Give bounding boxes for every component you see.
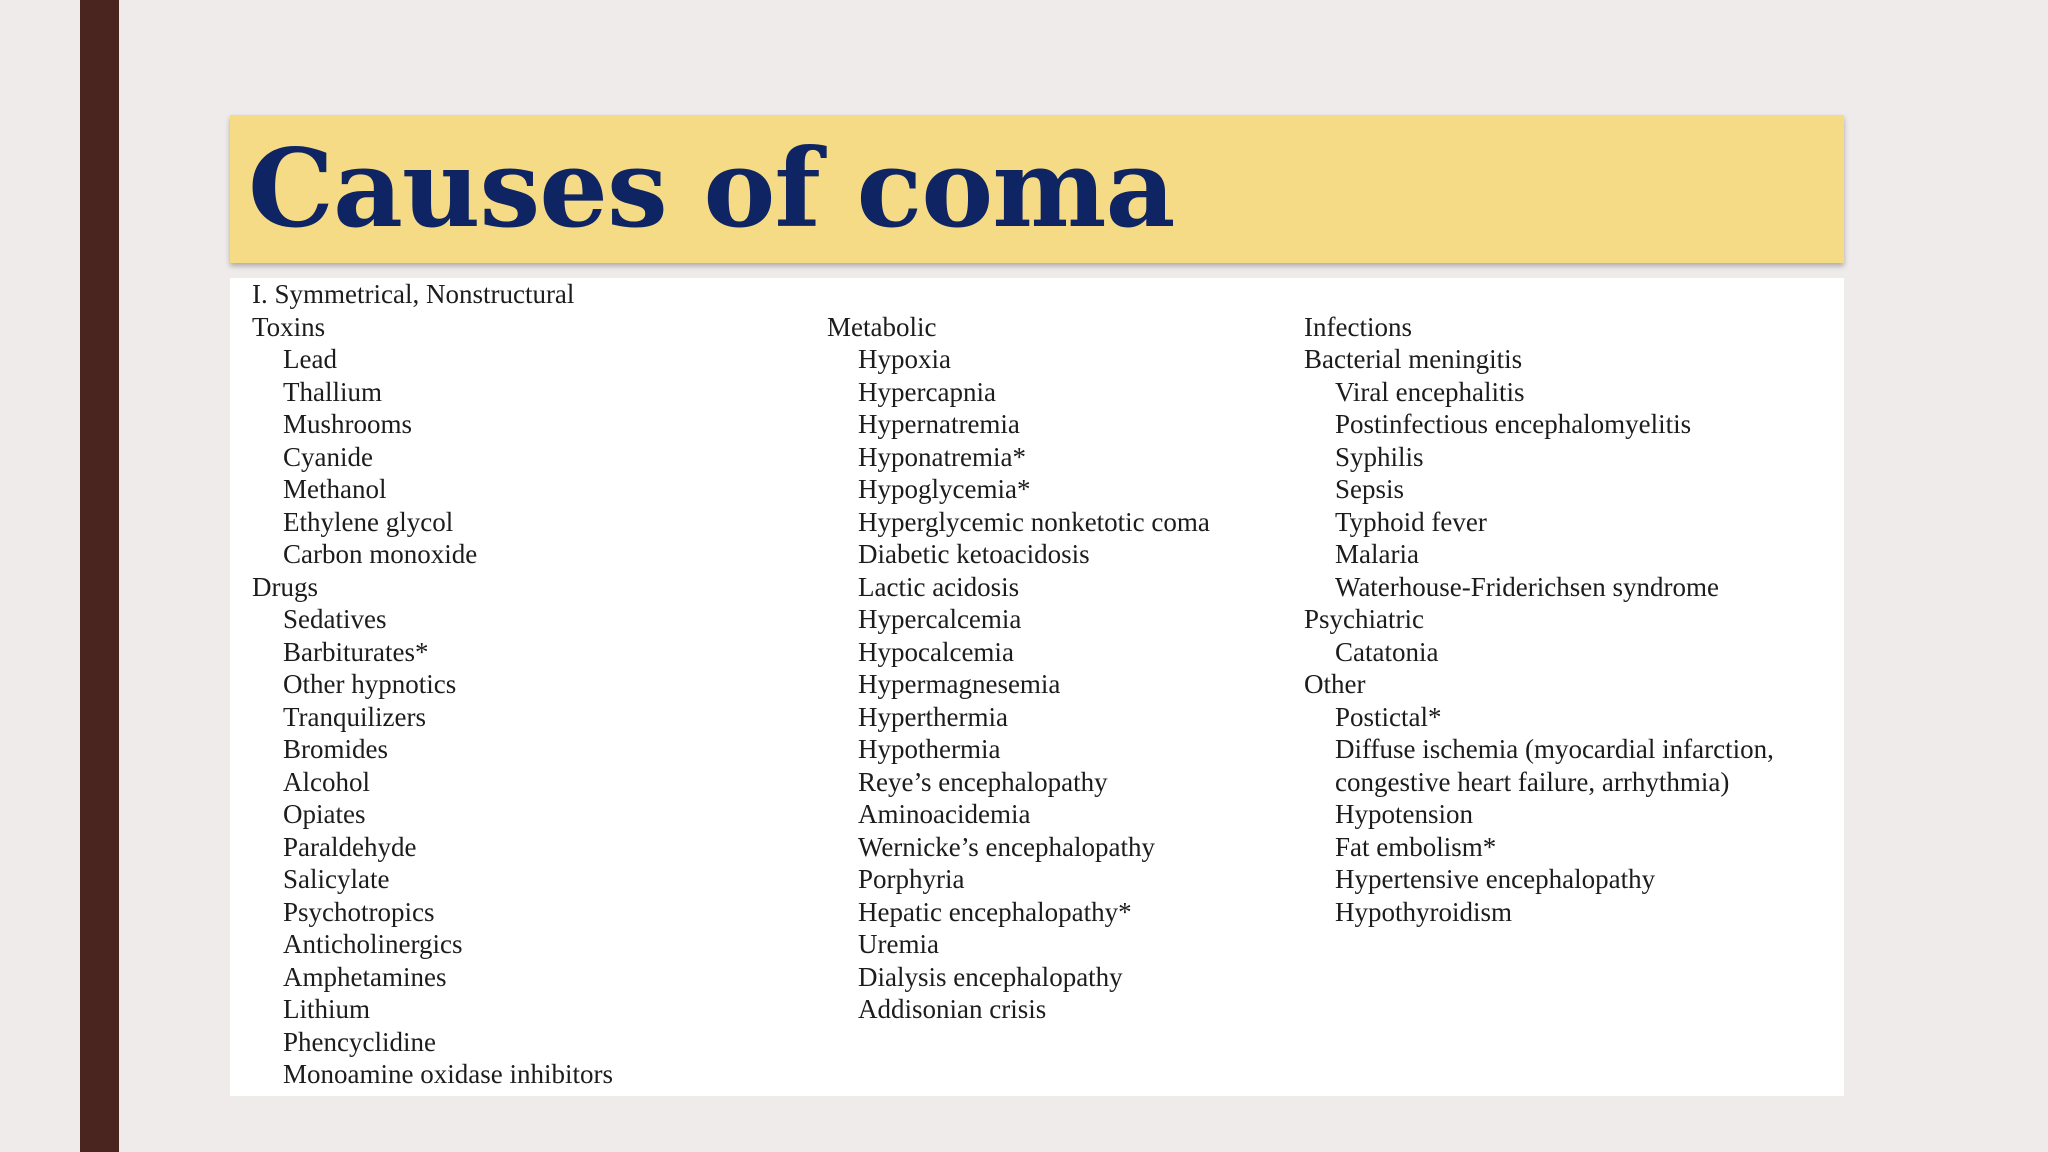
list-item: Catatonia	[1335, 636, 1439, 667]
list-item: Opiates	[283, 799, 366, 829]
category-heading: Bacterial meningitis	[1304, 344, 1523, 374]
list-item: Typhoid fever	[1335, 506, 1487, 537]
list-item: Sepsis	[1335, 474, 1405, 504]
list-item: Hyponatremia*	[858, 441, 1026, 472]
list-item: Paraldehyde	[283, 831, 417, 862]
list-item: Ethylene glycol	[283, 506, 454, 537]
list-item: Reye’s encephalopathy	[858, 766, 1108, 797]
list-item: Viral encephalitis	[1335, 376, 1525, 407]
list-item: Hypoxia	[858, 344, 951, 374]
list-item: Amphetamines	[283, 961, 447, 992]
list-item: Hypothermia	[858, 734, 1001, 764]
list-item: Porphyria	[858, 864, 965, 894]
list-item: Hyperglycemic nonketotic coma	[858, 506, 1210, 537]
list-item: Hypernatremia	[858, 409, 1020, 439]
slide-title: Causes of coma	[248, 126, 1175, 252]
list-item: Barbiturates*	[283, 636, 429, 667]
list-item: Hypermagnesemia	[858, 669, 1061, 699]
list-item: Lead	[283, 344, 337, 374]
list-item: Aminoacidemia	[858, 799, 1031, 829]
list-item: Mushrooms	[283, 409, 413, 439]
list-item: Carbon monoxide	[283, 539, 478, 569]
list-item: Postinfectious encephalomyelitis	[1335, 409, 1692, 439]
list-item: Diffuse ischemia (myocardial infarction,	[1335, 734, 1774, 764]
list-item: Hepatic encephalopathy*	[858, 896, 1132, 927]
list-item: Wernicke’s encephalopathy	[858, 831, 1155, 862]
section-heading: I. Symmetrical, Nonstructural	[252, 279, 575, 309]
list-item: Methanol	[283, 474, 387, 504]
list-item: Sedatives	[283, 604, 387, 634]
list-item: Lithium	[283, 994, 370, 1024]
category-heading: Other	[1304, 669, 1366, 699]
category-heading: Infections	[1304, 311, 1412, 342]
title-banner	[230, 115, 1844, 263]
slide-accent-bar	[80, 0, 119, 1152]
list-item: Diabetic ketoacidosis	[858, 539, 1090, 569]
category-heading: Psychiatric	[1304, 604, 1424, 634]
category-heading: Toxins	[252, 311, 326, 342]
list-item: Monoamine oxidase inhibitors	[283, 1059, 613, 1089]
list-item: Psychotropics	[283, 896, 435, 927]
list-item: Bromides	[283, 734, 388, 764]
list-item: Alcohol	[283, 766, 370, 797]
list-item: Postictal*	[1335, 701, 1442, 732]
list-item: Dialysis encephalopathy	[858, 961, 1123, 992]
list-item: Fat embolism*	[1335, 831, 1497, 862]
category-heading: Drugs	[252, 571, 318, 602]
list-item: Hyperthermia	[858, 701, 1008, 732]
list-item: Hypercalcemia	[858, 604, 1022, 634]
list-item: Phencyclidine	[283, 1026, 436, 1057]
list-item: congestive heart failure, arrhythmia)	[1335, 766, 1730, 797]
list-item: Other hypnotics	[283, 669, 457, 699]
list-item: Salicylate	[283, 864, 390, 894]
causes-table	[230, 278, 1844, 1096]
list-item: Syphilis	[1335, 441, 1424, 472]
list-item: Hypocalcemia	[858, 636, 1014, 667]
list-item: Addisonian crisis	[858, 994, 1047, 1024]
list-item: Cyanide	[283, 441, 373, 472]
list-item: Hypercapnia	[858, 376, 996, 407]
list-item: Hypothyroidism	[1335, 896, 1513, 927]
list-item: Anticholinergics	[283, 929, 463, 959]
list-item: Tranquilizers	[283, 701, 426, 732]
list-item: Thallium	[283, 376, 382, 407]
list-item: Waterhouse-Friderichsen syndrome	[1335, 571, 1719, 602]
column-infections-other	[1304, 311, 1774, 929]
column-toxins-drugs	[252, 311, 613, 1091]
category-heading: Metabolic	[827, 311, 937, 342]
list-item: Hypoglycemia*	[858, 474, 1031, 504]
list-item: Lactic acidosis	[858, 571, 1020, 602]
list-item: Hypotension	[1335, 799, 1473, 829]
list-item: Hypertensive encephalopathy	[1335, 864, 1656, 894]
list-item: Malaria	[1335, 539, 1419, 569]
list-item: Uremia	[858, 929, 939, 959]
column-metabolic	[827, 311, 1210, 1026]
